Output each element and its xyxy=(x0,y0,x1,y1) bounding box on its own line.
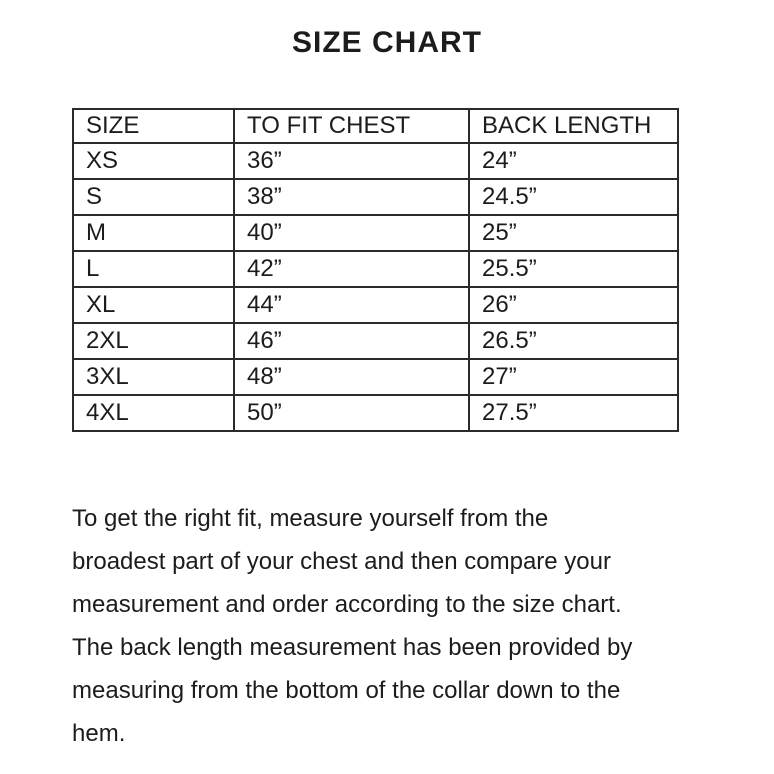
table-row xyxy=(73,179,678,215)
back-length-cell: 24” xyxy=(469,143,678,179)
table-row xyxy=(73,143,678,179)
table-row xyxy=(73,251,678,287)
back-length-cell: 27” xyxy=(469,359,678,395)
chest-cell: 46” xyxy=(234,323,469,359)
back-length-cell: 25.5” xyxy=(469,251,678,287)
fit-instructions xyxy=(72,497,712,755)
column-header-back-length: BACK LENGTH xyxy=(469,109,678,143)
chest-cell: 48” xyxy=(234,359,469,395)
back-length-cell: 24.5” xyxy=(469,179,678,215)
size-cell: XS xyxy=(73,143,234,179)
fit-instructions-line: hem. xyxy=(72,720,126,747)
size-cell: S xyxy=(73,179,234,215)
chest-cell: 50” xyxy=(234,395,469,431)
size-cell: 2XL xyxy=(73,323,234,359)
size-cell: 3XL xyxy=(73,359,234,395)
back-length-cell: 26” xyxy=(469,287,678,323)
fit-instructions-line: measuring from the bottom of the collar down to the xyxy=(72,677,621,704)
chest-cell: 36” xyxy=(234,143,469,179)
back-length-cell: 25” xyxy=(469,215,678,251)
chest-cell: 38” xyxy=(234,179,469,215)
column-header-size: SIZE xyxy=(73,109,234,143)
size-cell: XL xyxy=(73,287,234,323)
table-row xyxy=(73,359,678,395)
size-cell: L xyxy=(73,251,234,287)
size-chart-table xyxy=(72,108,679,432)
back-length-cell: 27.5” xyxy=(469,395,678,431)
fit-instructions-line: measurement and order according to the size chart. xyxy=(72,591,622,618)
page-title: SIZE CHART xyxy=(292,26,482,59)
table-row xyxy=(73,287,678,323)
size-cell: 4XL xyxy=(73,395,234,431)
table-row xyxy=(73,395,678,431)
chest-cell: 44” xyxy=(234,287,469,323)
table-row xyxy=(73,323,678,359)
back-length-cell: 26.5” xyxy=(469,323,678,359)
fit-instructions-line: The back length measurement has been provided by xyxy=(72,634,633,661)
table-header-row xyxy=(73,109,678,143)
fit-instructions-line: To get the right fit, measure yourself from the xyxy=(72,505,549,532)
table-row xyxy=(73,215,678,251)
chest-cell: 40” xyxy=(234,215,469,251)
column-header-chest: TO FIT CHEST xyxy=(234,109,469,143)
fit-instructions-line: broadest part of your chest and then compare your xyxy=(72,548,611,575)
chest-cell: 42” xyxy=(234,251,469,287)
size-cell: M xyxy=(73,215,234,251)
